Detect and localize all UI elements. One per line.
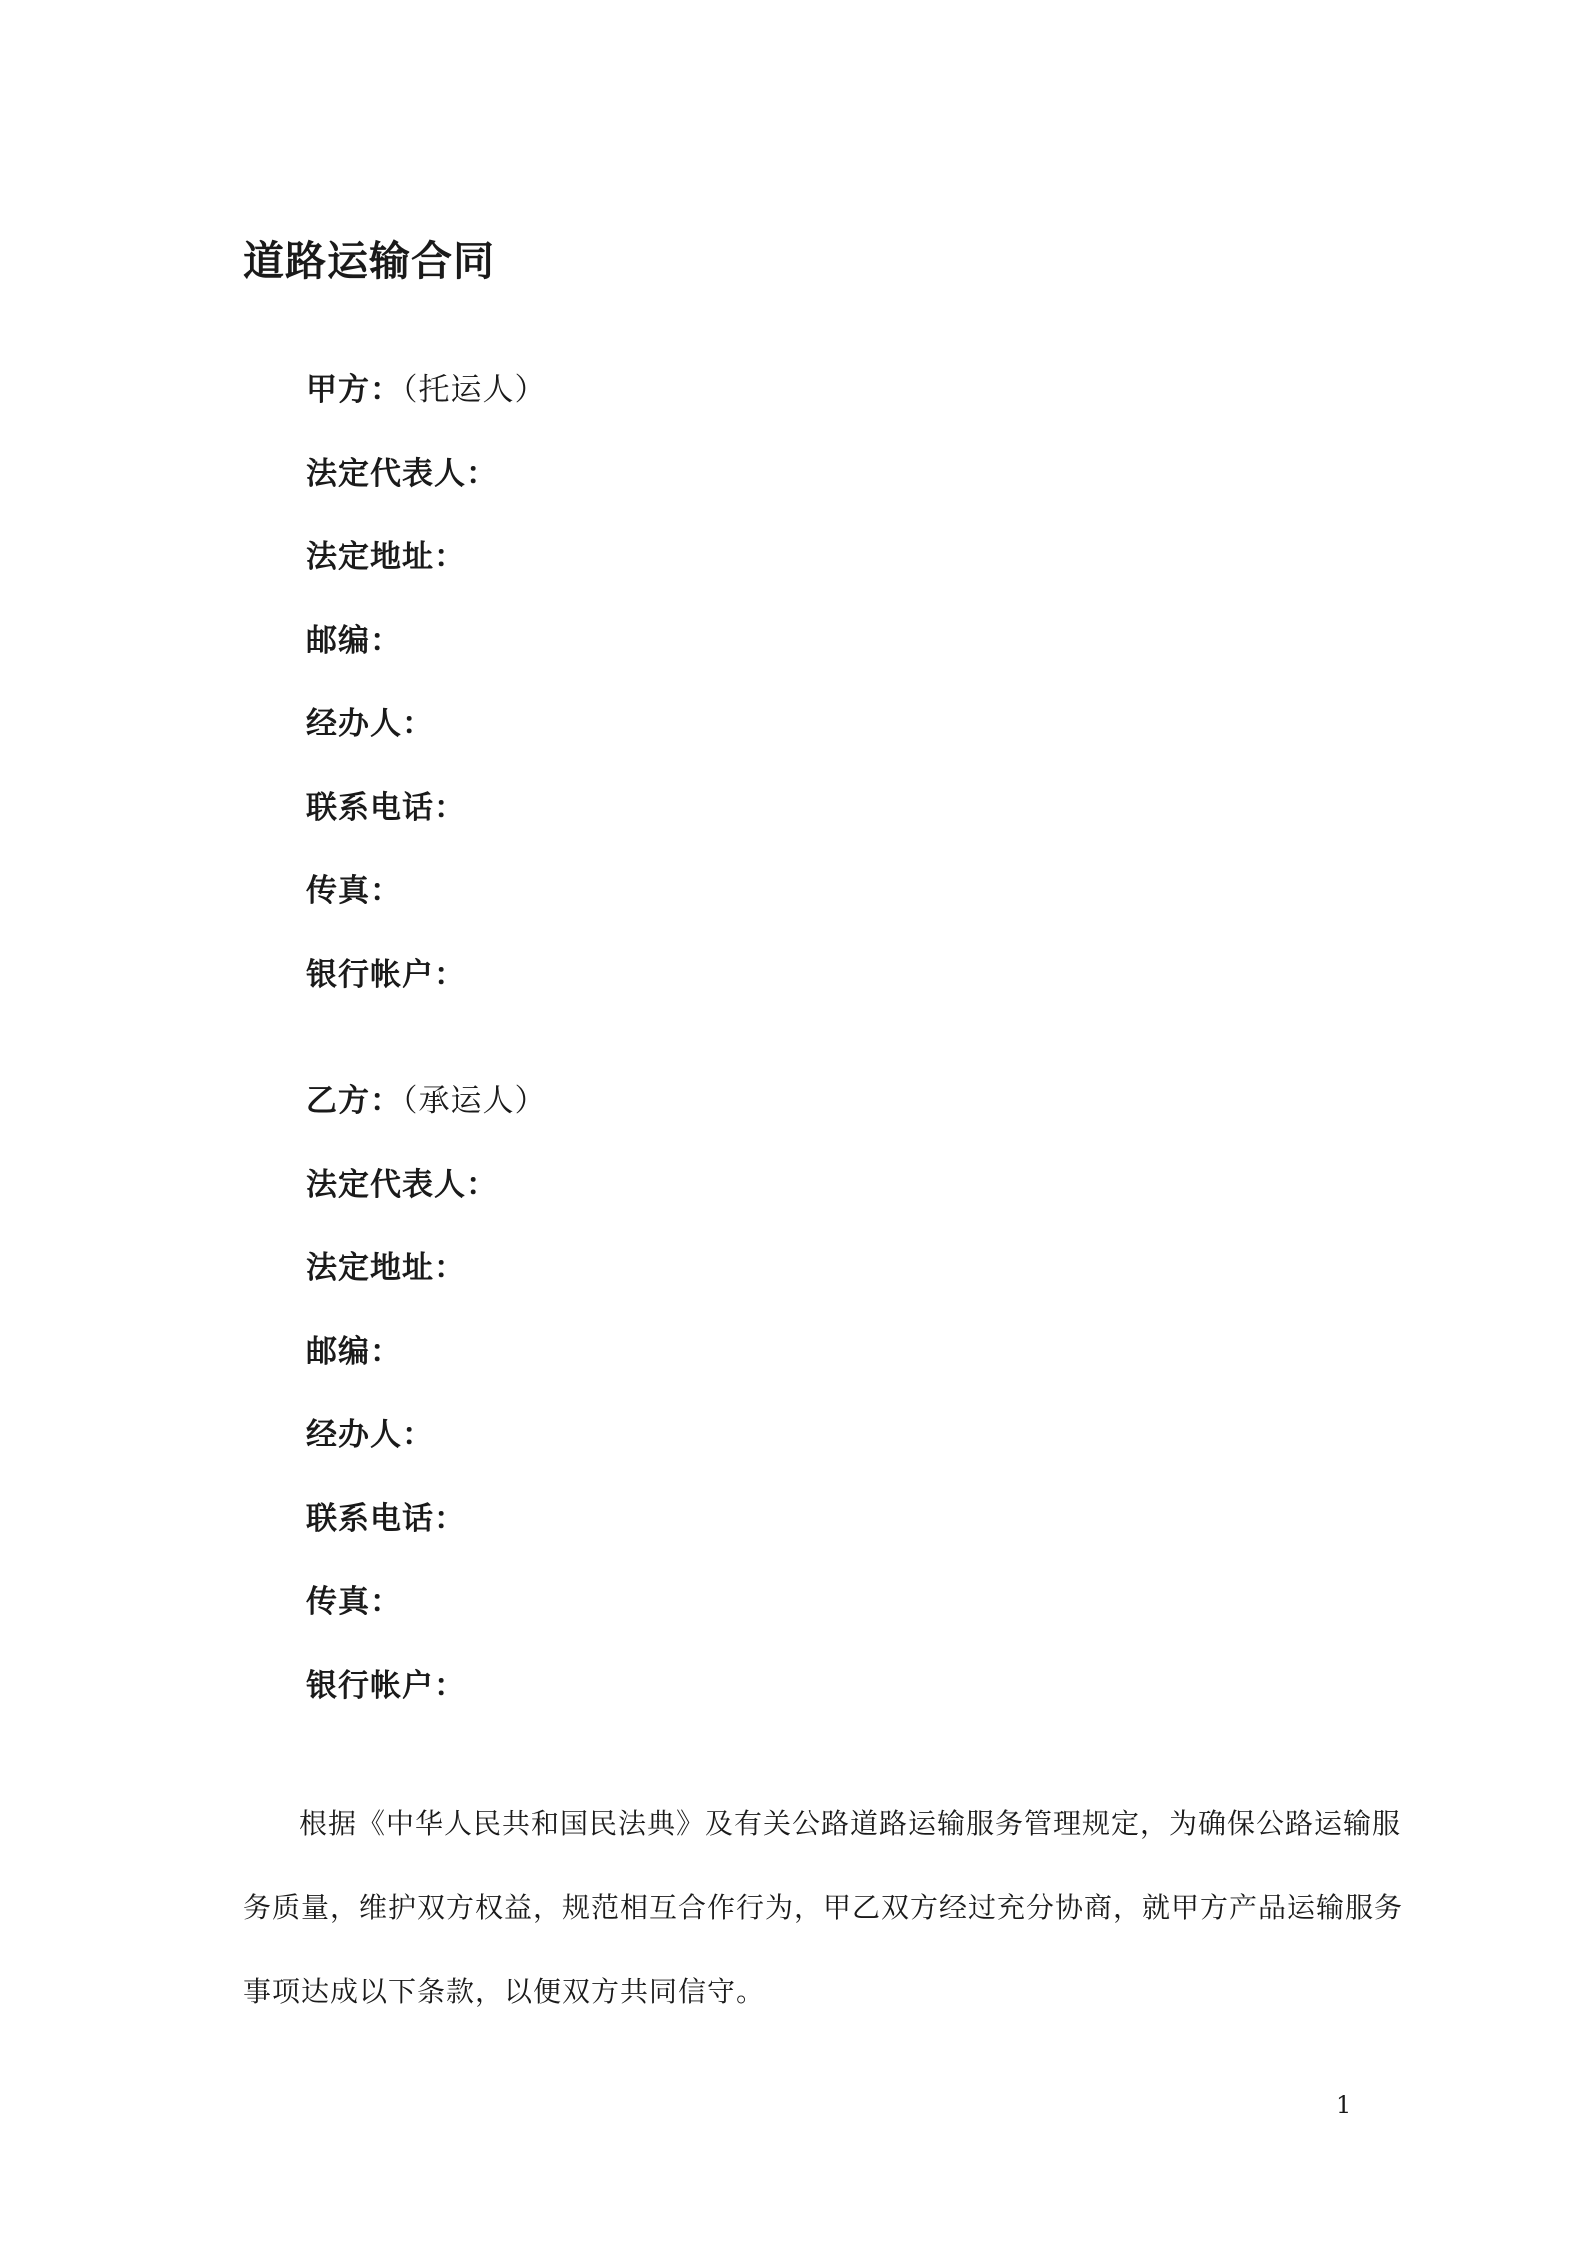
party-b-legal-representative: 法定代表人： <box>306 1166 498 1203</box>
party-a-legal-representative: 法定代表人： <box>306 455 498 492</box>
preamble-line: 务质量，维护双方权益，规范相互合作行为，甲乙双方经过充分协商，就甲方产品运输服务 <box>243 1891 1404 1924</box>
party-b-fax: 传真： <box>306 1584 402 1620</box>
preamble-line: 事项达成以下条款，以便双方共同信守。 <box>243 1975 766 2008</box>
party-a-postcode: 邮编： <box>306 622 402 659</box>
party-b-bank-account: 银行帐户： <box>306 1667 466 1704</box>
party-b-legal-address: 法定地址： <box>306 1250 466 1286</box>
document-title: 道路运输合同 <box>243 237 495 285</box>
party-b-phone: 联系电话： <box>306 1500 466 1537</box>
party-b-heading <box>306 1075 547 1159</box>
party-a-label: 甲方： <box>306 372 402 408</box>
preamble-paragraph <box>243 1782 1404 2034</box>
party-a-fax: 传真： <box>306 873 402 909</box>
party-a-role: （托运人） <box>402 372 547 408</box>
party-b-label: 乙方： <box>306 1083 402 1119</box>
preamble-line: 根据《中华人民共和国民法典》及有关公路道路运输服务管理规定，为确保公路运输服 <box>299 1807 1402 1840</box>
party-a-bank-account: 银行帐户： <box>306 956 466 993</box>
party-b-role: （承运人） <box>402 1083 547 1119</box>
party-b-agent: 经办人： <box>306 1417 434 1453</box>
page-number: 1 <box>1336 2091 1352 2119</box>
party-a-heading <box>306 364 547 448</box>
party-a-phone: 联系电话： <box>306 789 466 826</box>
party-a-section <box>306 364 547 1032</box>
party-b-postcode: 邮编： <box>306 1333 402 1370</box>
party-b-section <box>306 1075 547 1743</box>
party-a-agent: 经办人： <box>306 706 434 742</box>
party-a-legal-address: 法定地址： <box>306 539 466 575</box>
